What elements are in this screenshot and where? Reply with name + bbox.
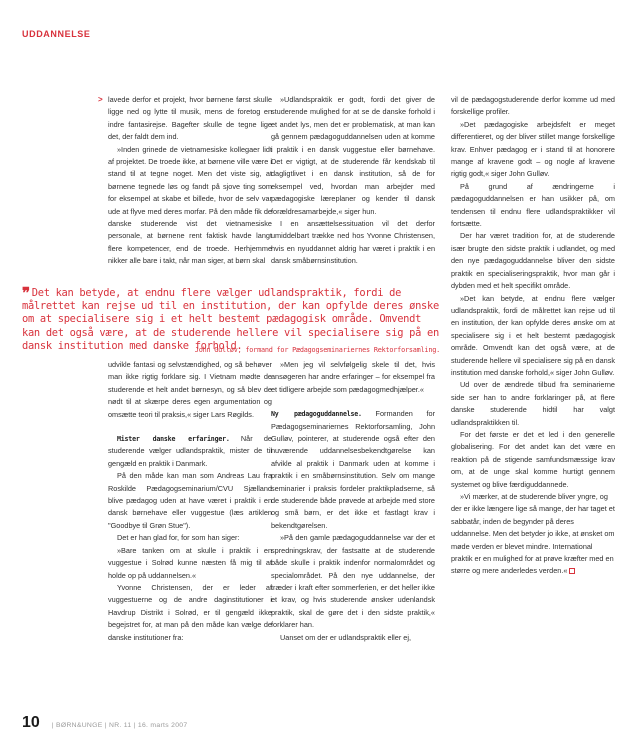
body-paragraph: På den måde kan man som Andreas Lau fra Roskilde Pædagogseminarium/CVU Sjælland blive pædagog uden at have været i praktik i en dansk børnehave eller vuggestue (læs artiklen "Goodbye til Grøn Stue"). <box>108 471 272 530</box>
body-paragraph: lavede derfor et projekt, hvor børnene først skulle ligge ned og lytte til musik, mens de foretog en indre fantasirejse. Bagefter skulle de tegne lige det, der faldt dem ind. <box>108 95 272 142</box>
page-number: 10 <box>22 714 40 731</box>
body-paragraph: Der har været tradition for, at de studerende især brugte den sidste praktik i udlandet, og med den nye pædagoguddannelse bliver den sidste praktik en specialiseringspraktik, hvor man går i dybden med et helt specifikt område. <box>451 231 615 291</box>
body-paragraph: »Det pædagogiske arbejdsfelt er meget differentieret, og der bliver stillet mange forskellige krav. Enhver pædagog er i stand til at honorere mange af kravene godt – og nogle af kravene rigtig godt,« siger John Gulløv. <box>451 119 615 179</box>
subheading: Ny pædagoguddannelse. <box>271 410 362 419</box>
section-label: UDDANNELSE <box>22 29 91 39</box>
body-paragraph: »Inden grinede de vietnamesiske kollegaer lidt af projektet. De troede ikke, at børnene ville være i stand til at tegne noget. Men det viste sig, at børnene tegnede løs og fandt på sjove ting som for eksempel at skabe et billede, hvor de selv var ude at flyve med deres morfar. På den måde fik de danske studerende vist det vietnamesiske personale, at børnene rent faktisk havde langt flere kompetencer, end de troede. Herhjemme nikker alle bare i takt, når man siger, at børn skal <box>108 144 272 266</box>
body-paragraph: Yvonne Christensen, der er leder af vuggestuerne og de andre daginstitutioner i Havdrup Distrikt i Solrød, er til gengæld ikke begejstret for, at man på den måde kan vælge de danske institutioner fra: <box>108 582 272 642</box>
column-3 <box>451 94 615 578</box>
body-text: Når de studerende vælger udlandspraktik, mister de til gengæld en praktik i Danmark. <box>108 434 272 468</box>
body-text: Formanden for Pædagogseminariernes Rektorforsamling, John Gulløv, pointerer, at studerende også efter den nuværende uddannelsesbekendtgørelse kan afvikle al praktik i Danmark uden at komme i praktik i en småbørnsinstitution. Selv om mange seminarier i praksis fordeler praktikpladserne, så de studerende både prøvede at arbejde med store og små børn, er det ikke et fastlagt krav i bekendtgørelsen. <box>271 409 436 530</box>
pull-quote-credit: John Gulløv, formand for Pædagogseminariernes Rektorforsamling. <box>194 346 440 354</box>
body-paragraph: Uanset om der er udlandspraktik eller ej, <box>280 632 412 642</box>
subhead-paragraph <box>271 408 435 532</box>
page-footer <box>22 714 187 732</box>
column-1-bottom <box>108 359 272 644</box>
body-paragraph: vil de pædagogstuderende derfor komme ud med forskellige profiler. <box>451 95 615 117</box>
body-paragraph: »Udlandspraktik er godt, fordi det giver de studerende mulighed for at se de danske forhold i et andet lys, men det er problematisk, at man kan gå gennem pædagoguddannelsen uden at komme i praktik i en dansk vuggestue eller børnehave. Det er vigtigt, at de studerende får kendskab til dagligtlivet i en dansk institution, så de for eksempel ved, hvordan man arbejder med pædagogiske læreplaner og kender til dansk forældresamarbejde,« siger hun. <box>271 95 435 216</box>
subhead-paragraph <box>108 433 272 470</box>
body-paragraph-final <box>451 491 615 578</box>
body-paragraph: »Men jeg vil selvfølgelig skele til det, hvis ansøgeren har andre erfaringer – for eksempel fra et tidligere arbejde som pædagogmedhjælper.« <box>271 360 435 394</box>
body-paragraph: På grund af ændringerne i pædagoguddannelsen er han usikker på, om tendensen til endnu flere udlandspraktikker vil fortsætte. <box>451 181 615 229</box>
quote-mark-icon: ❞ <box>22 284 30 302</box>
body-paragraph: »Bare tanken om at skulle i praktik i en vuggestue i Solrød kunne næsten få mig til at holde op på uddannelsen.« <box>108 545 272 580</box>
footer-publication: | BØRN&UNGE | NR. 11 | 16. marts 2007 <box>51 722 188 729</box>
column-2-bottom <box>271 359 435 644</box>
pull-quote-text: Det kan betyde, at endnu flere vælger udlandspraktik, fordi de målrettet kan rejse ud til en institution, der kan opfylde deres ønske om at specialisere sig i et helt bestemt pædagogisk område. Omvendt kan det også være, at de studerende hellere vil specialisere sig på en dansk institution med danske forhold. <box>22 287 439 352</box>
subheading: Mister danske erfaringer. <box>117 435 230 444</box>
body-paragraph: udvikle fantasi og selvstændighed, og så behøver man ikke rigtig forklare sig. I Vietnam mødte de studerende et helt andet børnesyn, og så blev de nødt til at skærpe deres egen argumentation og omsætte teori til praksis,« siger Lars Røgilds. <box>108 360 272 419</box>
end-of-article-icon <box>569 568 575 574</box>
body-paragraph: I en ansættelsessituation vil det derfor umiddelbart trække ned hos Yvonne Christensen, hvis en nyuddannet aldrig har været i praktik i en dansk småbørnsinstitution. <box>271 219 435 266</box>
column-2-top <box>271 94 435 268</box>
body-paragraph: For det første er det et led i den generelle globalisering. For det andet kan det være en reaktion på de stigende samfundsmæssige krav om, at de unge skal komme hurtigt gennem systemet og blive færdiguddannede. <box>451 429 615 489</box>
body-paragraph: Det er han glad for, for som han siger: <box>117 533 240 543</box>
body-paragraph-text: »Vi mærker, at de studerende bliver yngre, og der er ikke længere lige så mange, der har taget et sabbatår, inden de begynder på deres uddannelse. Men det betyder jo ikke, at ønsket om møde verden er blevet mindre. International praktik er en mulighed for at prøve kræfter med en større og mere anderledes verden.« <box>451 492 615 576</box>
lead-marker: > <box>98 95 103 104</box>
column-1-top <box>98 94 272 268</box>
body-paragraph: Ud over de ændrede tilbud fra seminarierne side ser han to andre forklaringer på, at flere danske studerende hidtil har valgt udlandspraktikken til. <box>451 380 615 427</box>
body-paragraph: »På den gamle pædagoguddannelse var der et spredningskrav, der fastsatte at de studerende både skulle i praktik indenfor normalområdet og specialområdet. På den nye uddannelse, der træder i kraft efter sommerferien, er det heller ikke et krav, og hvis studerende ønsker udenlandsk praktik, skal de gøre det i den sidste praktik,« forklarer han. <box>271 533 435 630</box>
body-paragraph: »Det kan betyde, at endnu flere vælger udlandspraktik, fordi de målrettet kan rejse ud til en institution, der kan opfylde deres ønske om at specialisere sig i et helt bestemt pædagogisk område. Omvendt kan det også være, at de studerende hellere vil specialisere sig på en dansk institution med danske forhold,« siger John Gulløv. <box>451 293 615 377</box>
pull-quote <box>22 284 440 353</box>
